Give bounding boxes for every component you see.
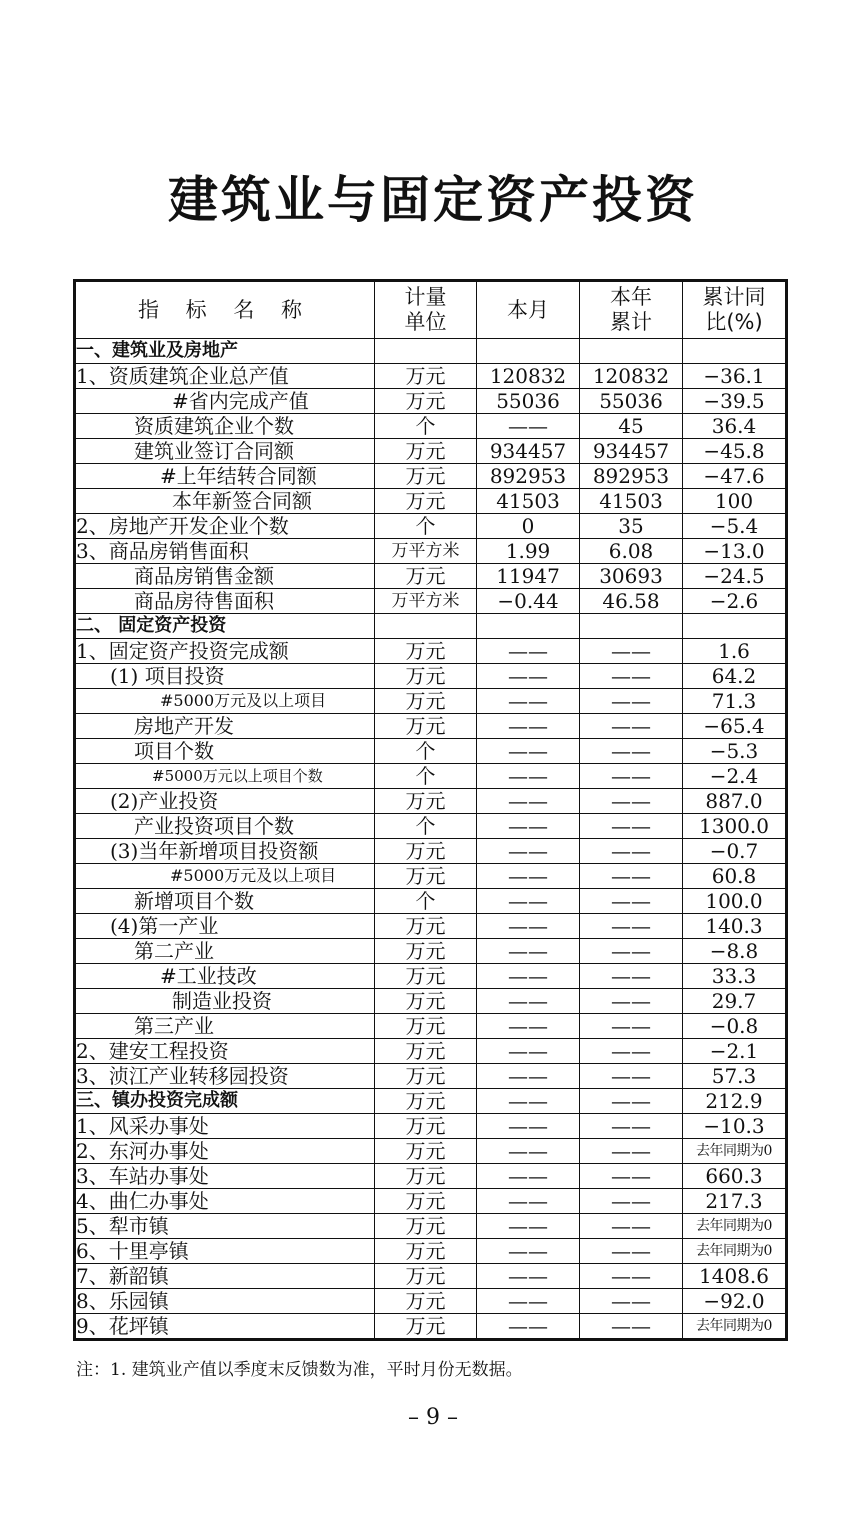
month-value-cell	[477, 339, 580, 364]
cumulative-value-cell: ——	[580, 1189, 683, 1214]
month-value-cell: ——	[477, 1039, 580, 1064]
month-value-cell: ——	[477, 739, 580, 764]
month-value-cell: 934457	[477, 439, 580, 464]
month-value-cell: ——	[477, 764, 580, 789]
indicator-name-cell: 2、建安工程投资	[75, 1039, 375, 1064]
unit-cell: 万元	[375, 389, 477, 414]
table-row	[75, 639, 787, 664]
month-value-cell: ——	[477, 839, 580, 864]
unit-cell: 万元	[375, 639, 477, 664]
table-row	[75, 939, 787, 964]
header-yoy: 累计同 比(%)	[683, 281, 787, 339]
cumulative-value-cell: ——	[580, 1114, 683, 1139]
indicator-name-cell: (2)产业投资	[75, 789, 375, 814]
indicator-name-cell: 1、风采办事处	[75, 1114, 375, 1139]
table-row	[75, 664, 787, 689]
unit-cell	[375, 614, 477, 639]
unit-cell: 万元	[375, 1089, 477, 1114]
indicator-name-cell: 二、 固定资产投资	[75, 614, 375, 639]
unit-cell: 万元	[375, 689, 477, 714]
cumulative-value-cell: 45	[580, 414, 683, 439]
unit-cell: 个	[375, 814, 477, 839]
table-row	[75, 489, 787, 514]
unit-cell: 万元	[375, 914, 477, 939]
month-value-cell: 1.99	[477, 539, 580, 564]
indicator-name-cell: 7、新韶镇	[75, 1264, 375, 1289]
yoy-change-cell: 去年同期为0	[683, 1314, 787, 1340]
unit-cell: 万元	[375, 1314, 477, 1340]
indicator-name-cell: #省内完成产值	[75, 389, 375, 414]
cumulative-value-cell: ——	[580, 789, 683, 814]
unit-cell	[375, 339, 477, 364]
month-value-cell: 41503	[477, 489, 580, 514]
cumulative-value-cell: 46.58	[580, 589, 683, 614]
yoy-change-cell: −65.4	[683, 714, 787, 739]
yoy-change-cell: 1408.6	[683, 1264, 787, 1289]
month-value-cell: ——	[477, 814, 580, 839]
unit-cell: 个	[375, 764, 477, 789]
yoy-change-cell: 去年同期为0	[683, 1214, 787, 1239]
table-row	[75, 1214, 787, 1239]
table-row	[75, 839, 787, 864]
unit-cell: 个	[375, 889, 477, 914]
cumulative-value-cell: ——	[580, 1014, 683, 1039]
indicator-name-cell: 9、花坪镇	[75, 1314, 375, 1340]
unit-cell: 万元	[375, 364, 477, 389]
yoy-change-cell: −45.8	[683, 439, 787, 464]
yoy-change-cell: −2.1	[683, 1039, 787, 1064]
unit-cell: 万元	[375, 1039, 477, 1064]
footnote: 注：1. 建筑业产值以季度末反馈数为准，平时月份无数据。	[76, 1360, 523, 1380]
yoy-change-cell: −10.3	[683, 1114, 787, 1139]
yoy-change-cell: 去年同期为0	[683, 1239, 787, 1264]
unit-cell: 万元	[375, 1289, 477, 1314]
unit-cell: 万元	[375, 864, 477, 889]
table-row	[75, 389, 787, 414]
cumulative-value-cell: 35	[580, 514, 683, 539]
indicator-name-cell: 3、浈江产业转移园投资	[75, 1064, 375, 1089]
month-value-cell: ——	[477, 1089, 580, 1114]
cumulative-value-cell: ——	[580, 914, 683, 939]
yoy-change-cell: 36.4	[683, 414, 787, 439]
table-header-row	[75, 281, 787, 339]
month-value-cell: 0	[477, 514, 580, 539]
header-cumulative: 本年 累计	[580, 281, 683, 339]
yoy-change-cell: −0.8	[683, 1014, 787, 1039]
indicator-name-cell: 商品房待售面积	[75, 589, 375, 614]
cumulative-value-cell: ——	[580, 689, 683, 714]
yoy-change-cell: −47.6	[683, 464, 787, 489]
table-row	[75, 564, 787, 589]
cumulative-value-cell: ——	[580, 964, 683, 989]
month-value-cell: ——	[477, 639, 580, 664]
month-value-cell: ——	[477, 1064, 580, 1089]
cumulative-value-cell: ——	[580, 1089, 683, 1114]
yoy-change-cell: 217.3	[683, 1189, 787, 1214]
cumulative-value-cell: ——	[580, 939, 683, 964]
table-row	[75, 439, 787, 464]
unit-cell: 万元	[375, 1239, 477, 1264]
month-value-cell: −0.44	[477, 589, 580, 614]
page-title: 建筑业与固定资产投资	[168, 170, 698, 229]
indicator-name-cell: 2、东河办事处	[75, 1139, 375, 1164]
yoy-change-cell: −92.0	[683, 1289, 787, 1314]
table-row	[75, 339, 787, 364]
month-value-cell: ——	[477, 689, 580, 714]
indicator-name-cell: 4、曲仁办事处	[75, 1189, 375, 1214]
cumulative-value-cell: 41503	[580, 489, 683, 514]
cumulative-value-cell: ——	[580, 714, 683, 739]
unit-cell: 万元	[375, 1189, 477, 1214]
cumulative-value-cell: ——	[580, 1239, 683, 1264]
month-value-cell: ——	[477, 1289, 580, 1314]
month-value-cell: ——	[477, 1114, 580, 1139]
indicator-name-cell: 1、资质建筑企业总产值	[75, 364, 375, 389]
cumulative-value-cell: ——	[580, 764, 683, 789]
cumulative-value-cell: 892953	[580, 464, 683, 489]
month-value-cell: ——	[477, 414, 580, 439]
cumulative-value-cell: ——	[580, 639, 683, 664]
cumulative-value-cell: ——	[580, 1289, 683, 1314]
yoy-change-cell: −36.1	[683, 364, 787, 389]
table-row	[75, 864, 787, 889]
indicator-name-cell: 商品房销售金额	[75, 564, 375, 589]
month-value-cell: ——	[477, 664, 580, 689]
cumulative-value-cell: 934457	[580, 439, 683, 464]
unit-cell: 万元	[375, 964, 477, 989]
yoy-change-cell: 1.6	[683, 639, 787, 664]
table-row	[75, 1139, 787, 1164]
indicator-name-cell: 新增项目个数	[75, 889, 375, 914]
yoy-change-cell: 100.0	[683, 889, 787, 914]
yoy-change-cell: −8.8	[683, 939, 787, 964]
cumulative-value-cell	[580, 614, 683, 639]
cumulative-value-cell: ——	[580, 1039, 683, 1064]
table-row	[75, 614, 787, 639]
indicator-name-cell: 2、房地产开发企业个数	[75, 514, 375, 539]
month-value-cell: 892953	[477, 464, 580, 489]
table-row	[75, 964, 787, 989]
unit-cell: 万平方米	[375, 539, 477, 564]
month-value-cell: 120832	[477, 364, 580, 389]
indicator-name-cell: 三、镇办投资完成额	[75, 1089, 375, 1114]
indicator-name-cell: 产业投资项目个数	[75, 814, 375, 839]
yoy-change-cell: 29.7	[683, 989, 787, 1014]
unit-cell: 个	[375, 414, 477, 439]
table-row	[75, 1289, 787, 1314]
month-value-cell: ——	[477, 864, 580, 889]
indicator-name-cell: #上年结转合同额	[75, 464, 375, 489]
month-value-cell: ——	[477, 1139, 580, 1164]
table-row	[75, 539, 787, 564]
table-row	[75, 814, 787, 839]
yoy-change-cell	[683, 614, 787, 639]
indicator-name-cell: (1) 项目投资	[75, 664, 375, 689]
yoy-change-cell: −39.5	[683, 389, 787, 414]
yoy-change-cell: −13.0	[683, 539, 787, 564]
cumulative-value-cell: ——	[580, 989, 683, 1014]
yoy-change-cell: −24.5	[683, 564, 787, 589]
cumulative-value-cell: 55036	[580, 389, 683, 414]
month-value-cell: 11947	[477, 564, 580, 589]
table-row	[75, 414, 787, 439]
yoy-change-cell: 660.3	[683, 1164, 787, 1189]
unit-cell: 万元	[375, 1064, 477, 1089]
cumulative-value-cell: ——	[580, 839, 683, 864]
unit-cell: 万元	[375, 489, 477, 514]
indicator-name-cell: 5、犁市镇	[75, 1214, 375, 1239]
unit-cell: 万元	[375, 664, 477, 689]
cumulative-value-cell: ——	[580, 1264, 683, 1289]
unit-cell: 万元	[375, 1164, 477, 1189]
table-row	[75, 1064, 787, 1089]
statistics-table	[73, 279, 788, 1341]
indicator-name-cell: #5000万元以上项目个数	[75, 764, 375, 789]
header-unit: 计量 单位	[375, 281, 477, 339]
unit-cell: 万元	[375, 789, 477, 814]
unit-cell: 万元	[375, 464, 477, 489]
table-row	[75, 1264, 787, 1289]
cumulative-value-cell: 30693	[580, 564, 683, 589]
cumulative-value-cell: ——	[580, 889, 683, 914]
yoy-change-cell: 100	[683, 489, 787, 514]
month-value-cell: ——	[477, 1314, 580, 1340]
yoy-change-cell: 212.9	[683, 1089, 787, 1114]
unit-cell: 万元	[375, 839, 477, 864]
yoy-change-cell: −5.3	[683, 739, 787, 764]
month-value-cell: ——	[477, 1239, 580, 1264]
yoy-change-cell: 64.2	[683, 664, 787, 689]
table-row	[75, 589, 787, 614]
header-month: 本月	[477, 281, 580, 339]
cumulative-value-cell: ——	[580, 864, 683, 889]
unit-cell: 万平方米	[375, 589, 477, 614]
month-value-cell: ——	[477, 1164, 580, 1189]
yoy-change-cell: 71.3	[683, 689, 787, 714]
table-row	[75, 739, 787, 764]
indicator-name-cell: 建筑业签订合同额	[75, 439, 375, 464]
indicator-name-cell: 3、车站办事处	[75, 1164, 375, 1189]
indicator-name-cell: #5000万元及以上项目	[75, 864, 375, 889]
indicator-name-cell: 8、乐园镇	[75, 1289, 375, 1314]
header-indicator-name: 指 标 名 称	[75, 281, 375, 339]
indicator-name-cell: 一、建筑业及房地产	[75, 339, 375, 364]
indicator-name-cell: 第三产业	[75, 1014, 375, 1039]
indicator-name-cell: #工业技改	[75, 964, 375, 989]
yoy-change-cell: −2.4	[683, 764, 787, 789]
table-row	[75, 1039, 787, 1064]
unit-cell: 个	[375, 514, 477, 539]
table-row	[75, 514, 787, 539]
table-row	[75, 914, 787, 939]
unit-cell: 万元	[375, 714, 477, 739]
table-row	[75, 1089, 787, 1114]
indicator-name-cell: #5000万元及以上项目	[75, 689, 375, 714]
cumulative-value-cell: ——	[580, 1139, 683, 1164]
cumulative-value-cell: ——	[580, 814, 683, 839]
cumulative-value-cell: ——	[580, 1314, 683, 1340]
yoy-change-cell: 1300.0	[683, 814, 787, 839]
month-value-cell: ——	[477, 1189, 580, 1214]
table-row	[75, 989, 787, 1014]
table-row	[75, 789, 787, 814]
table-row	[75, 1314, 787, 1340]
month-value-cell: ——	[477, 789, 580, 814]
month-value-cell: ——	[477, 889, 580, 914]
month-value-cell: ——	[477, 1264, 580, 1289]
table-row	[75, 1164, 787, 1189]
yoy-change-cell: 60.8	[683, 864, 787, 889]
indicator-name-cell: 资质建筑企业个数	[75, 414, 375, 439]
cumulative-value-cell: ——	[580, 1164, 683, 1189]
table-row	[75, 1114, 787, 1139]
yoy-change-cell: 去年同期为0	[683, 1139, 787, 1164]
unit-cell: 万元	[375, 939, 477, 964]
yoy-change-cell: 57.3	[683, 1064, 787, 1089]
yoy-change-cell: 140.3	[683, 914, 787, 939]
indicator-name-cell: 制造业投资	[75, 989, 375, 1014]
unit-cell: 万元	[375, 439, 477, 464]
yoy-change-cell: 887.0	[683, 789, 787, 814]
table-row	[75, 764, 787, 789]
table-row	[75, 1189, 787, 1214]
yoy-change-cell	[683, 339, 787, 364]
month-value-cell: 55036	[477, 389, 580, 414]
cumulative-value-cell: ——	[580, 1214, 683, 1239]
indicator-name-cell: 6、十里亭镇	[75, 1239, 375, 1264]
table-row	[75, 464, 787, 489]
indicator-name-cell: 第二产业	[75, 939, 375, 964]
unit-cell: 万元	[375, 564, 477, 589]
yoy-change-cell: 33.3	[683, 964, 787, 989]
month-value-cell	[477, 614, 580, 639]
cumulative-value-cell: ——	[580, 739, 683, 764]
month-value-cell: ——	[477, 989, 580, 1014]
unit-cell: 万元	[375, 1214, 477, 1239]
month-value-cell: ——	[477, 1214, 580, 1239]
table-row	[75, 364, 787, 389]
yoy-change-cell: −0.7	[683, 839, 787, 864]
indicator-name-cell: 本年新签合同额	[75, 489, 375, 514]
indicator-name-cell: 3、商品房销售面积	[75, 539, 375, 564]
yoy-change-cell: −2.6	[683, 589, 787, 614]
table-row	[75, 714, 787, 739]
table-row	[75, 1239, 787, 1264]
table-row	[75, 689, 787, 714]
table-row	[75, 1014, 787, 1039]
cumulative-value-cell	[580, 339, 683, 364]
indicator-name-cell: 1、固定资产投资完成额	[75, 639, 375, 664]
unit-cell: 万元	[375, 989, 477, 1014]
unit-cell: 个	[375, 739, 477, 764]
indicator-name-cell: (4)第一产业	[75, 914, 375, 939]
page-number: – 9 –	[408, 1405, 458, 1430]
indicator-name-cell: 房地产开发	[75, 714, 375, 739]
month-value-cell: ——	[477, 939, 580, 964]
indicator-name-cell: 项目个数	[75, 739, 375, 764]
month-value-cell: ——	[477, 714, 580, 739]
indicator-name-cell: (3)当年新增项目投资额	[75, 839, 375, 864]
cumulative-value-cell: ——	[580, 664, 683, 689]
cumulative-value-cell: 6.08	[580, 539, 683, 564]
month-value-cell: ——	[477, 914, 580, 939]
cumulative-value-cell: ——	[580, 1064, 683, 1089]
month-value-cell: ——	[477, 964, 580, 989]
cumulative-value-cell: 120832	[580, 364, 683, 389]
unit-cell: 万元	[375, 1139, 477, 1164]
unit-cell: 万元	[375, 1264, 477, 1289]
yoy-change-cell: −5.4	[683, 514, 787, 539]
unit-cell: 万元	[375, 1114, 477, 1139]
table-row	[75, 889, 787, 914]
unit-cell: 万元	[375, 1014, 477, 1039]
month-value-cell: ——	[477, 1014, 580, 1039]
